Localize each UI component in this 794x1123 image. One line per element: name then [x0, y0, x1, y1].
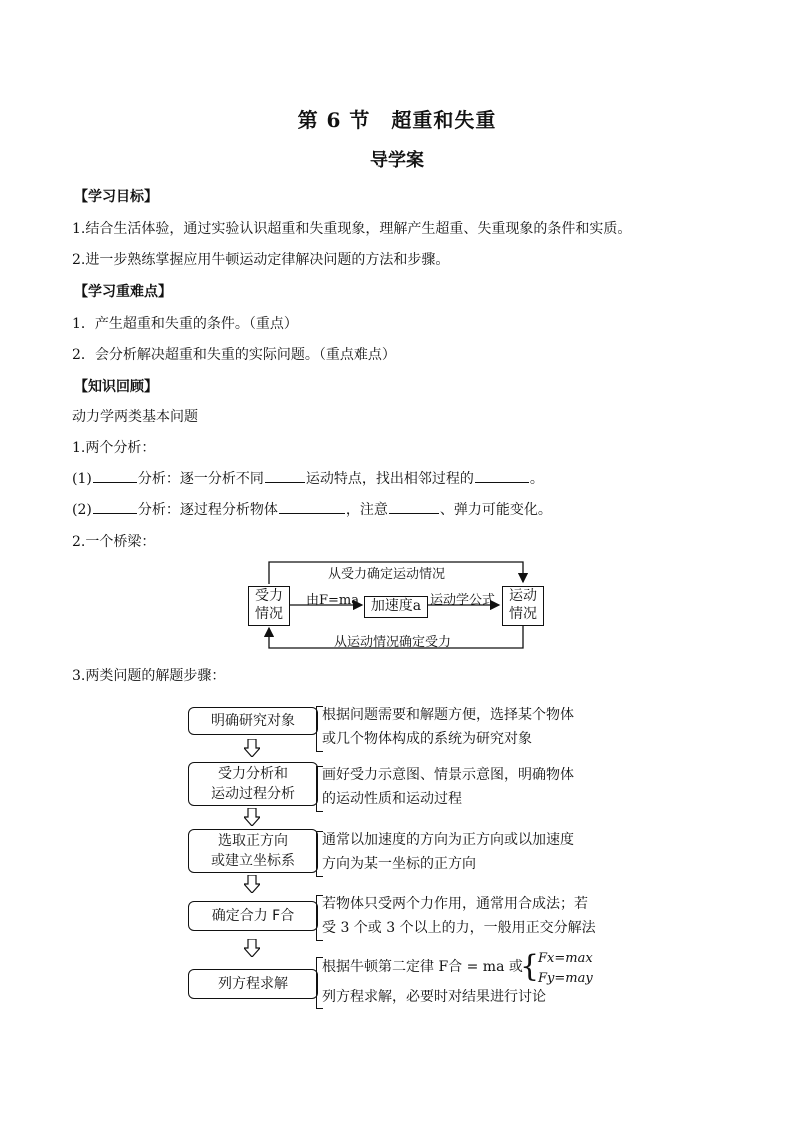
motion-box-line-2: 情况 — [509, 606, 537, 622]
review-item-3: 3.两类问题的解题步骤： — [72, 668, 226, 684]
down-arrow-icon — [244, 808, 260, 826]
force-box-line-2: 情况 — [255, 606, 283, 622]
left-brace-icon: { — [520, 949, 540, 984]
acceleration-box: 加速度a — [364, 596, 428, 618]
step-1-desc-line-1: 根据问题需要和解题方便，选择某个物体 — [322, 707, 574, 723]
top-arrow-label: 从受力确定运动情况 — [328, 567, 446, 582]
analysis-1-prefix: (1) — [72, 471, 92, 487]
analysis-2-prefix: (2) — [72, 502, 92, 518]
step-2-desc — [322, 763, 622, 811]
page-title: 第 6 节 超重和失重 — [297, 108, 497, 132]
step-5-desc-line-1: 根据牛顿第二定律 F合 = ma 或 — [322, 959, 523, 975]
step-1-desc-line-2: 或几个物体构成的系统为研究对象 — [322, 731, 532, 747]
step-4-desc-line-1: 若物体只受两个力作用，通常用合成法；若 — [322, 896, 588, 912]
analysis-2-part-c: 、弹力可能变化。 — [439, 502, 552, 518]
step-1-label: 明确研究对象 — [211, 713, 295, 729]
step-2-label-line-1: 受力分析和 — [218, 766, 288, 782]
left-arrow-label: 由F=ma — [306, 593, 359, 608]
down-arrow-icon — [244, 939, 260, 957]
down-arrow-icon — [244, 739, 260, 757]
step-4-box — [188, 901, 318, 931]
step-3-desc-line-1: 通常以加速度的方向为正方向或以加速度 — [322, 832, 574, 848]
step-4-label-text: 确定合力 F合 — [211, 908, 295, 924]
analysis-2-part-a: 分析：逐过程分析物体 — [137, 502, 278, 518]
review-intro: 动力学两类基本问题 — [72, 409, 198, 425]
key-1: 1．产生超重和失重的条件。（重点） — [72, 316, 298, 332]
key-2: 2．会分析解决超重和失重的实际问题。（重点难点） — [72, 347, 396, 363]
step-1-desc — [322, 703, 622, 751]
step-3-desc-line-2: 方向为某一坐标的正方向 — [322, 856, 476, 872]
step-4-label — [212, 906, 295, 926]
step-1-box — [188, 707, 318, 735]
key-heading: 【学习重难点】 — [74, 284, 172, 300]
step-5-desc-line-1-row — [322, 949, 702, 986]
step-2-desc-line-2: 的运动性质和运动过程 — [322, 791, 462, 807]
step-2-desc-line-1: 画好受力示意图、情景示意图，明确物体 — [322, 767, 574, 783]
review-item-2: 2.一个桥梁： — [72, 534, 156, 550]
step-3-label-line-1: 选取正方向 — [218, 833, 288, 849]
analysis-1-part-b: 运动特点，找出相邻过程的 — [305, 471, 474, 487]
motion-box-line-1: 运动 — [509, 588, 537, 604]
review-item-1: 1.两个分析： — [72, 440, 156, 456]
step-5-desc-line-2: 列方程求解，必要时对结果进行讨论 — [322, 989, 546, 1005]
goal-1: 1.结合生活体验，通过实验认识超重和失重现象，理解产生超重、失重现象的条件和实质。 — [72, 221, 632, 237]
goals-heading: 【学习目标】 — [74, 189, 158, 205]
down-arrow-icon — [244, 875, 260, 893]
force-box-line-1: 受力 — [255, 588, 283, 604]
right-arrow-label: 运动学公式 — [430, 593, 496, 608]
step-3-desc — [322, 828, 622, 876]
step-5-desc — [322, 949, 702, 1009]
system-equation-x: Fx=max — [538, 951, 593, 966]
analysis-2-part-b: ，注意 — [345, 502, 388, 518]
page-subtitle: 导学案 — [370, 150, 424, 171]
step-5-box — [188, 969, 318, 999]
analysis-1-part-a: 分析：逐一分析不同 — [137, 471, 264, 487]
step-4-desc-line-2: 受 3 个或 3 个以上的力，一般用正交分解法 — [322, 920, 596, 936]
step-3-box — [188, 829, 318, 873]
review-heading: 【知识回顾】 — [74, 379, 158, 395]
goal-2: 2.进一步熟练掌握应用牛顿运动定律解决问题的方法和步骤。 — [72, 252, 450, 268]
step-2-box — [188, 762, 318, 806]
step-2-label-line-2: 运动过程分析 — [211, 786, 295, 802]
step-3-label-line-2: 或建立坐标系 — [211, 853, 295, 869]
step-5-label: 列方程求解 — [218, 976, 288, 992]
system-equation-y: Fy=may — [538, 971, 593, 986]
analysis-1-part-c: 。 — [529, 471, 544, 487]
step-4-desc — [322, 892, 622, 940]
bottom-arrow-label: 从运动情况确定受力 — [334, 635, 452, 650]
